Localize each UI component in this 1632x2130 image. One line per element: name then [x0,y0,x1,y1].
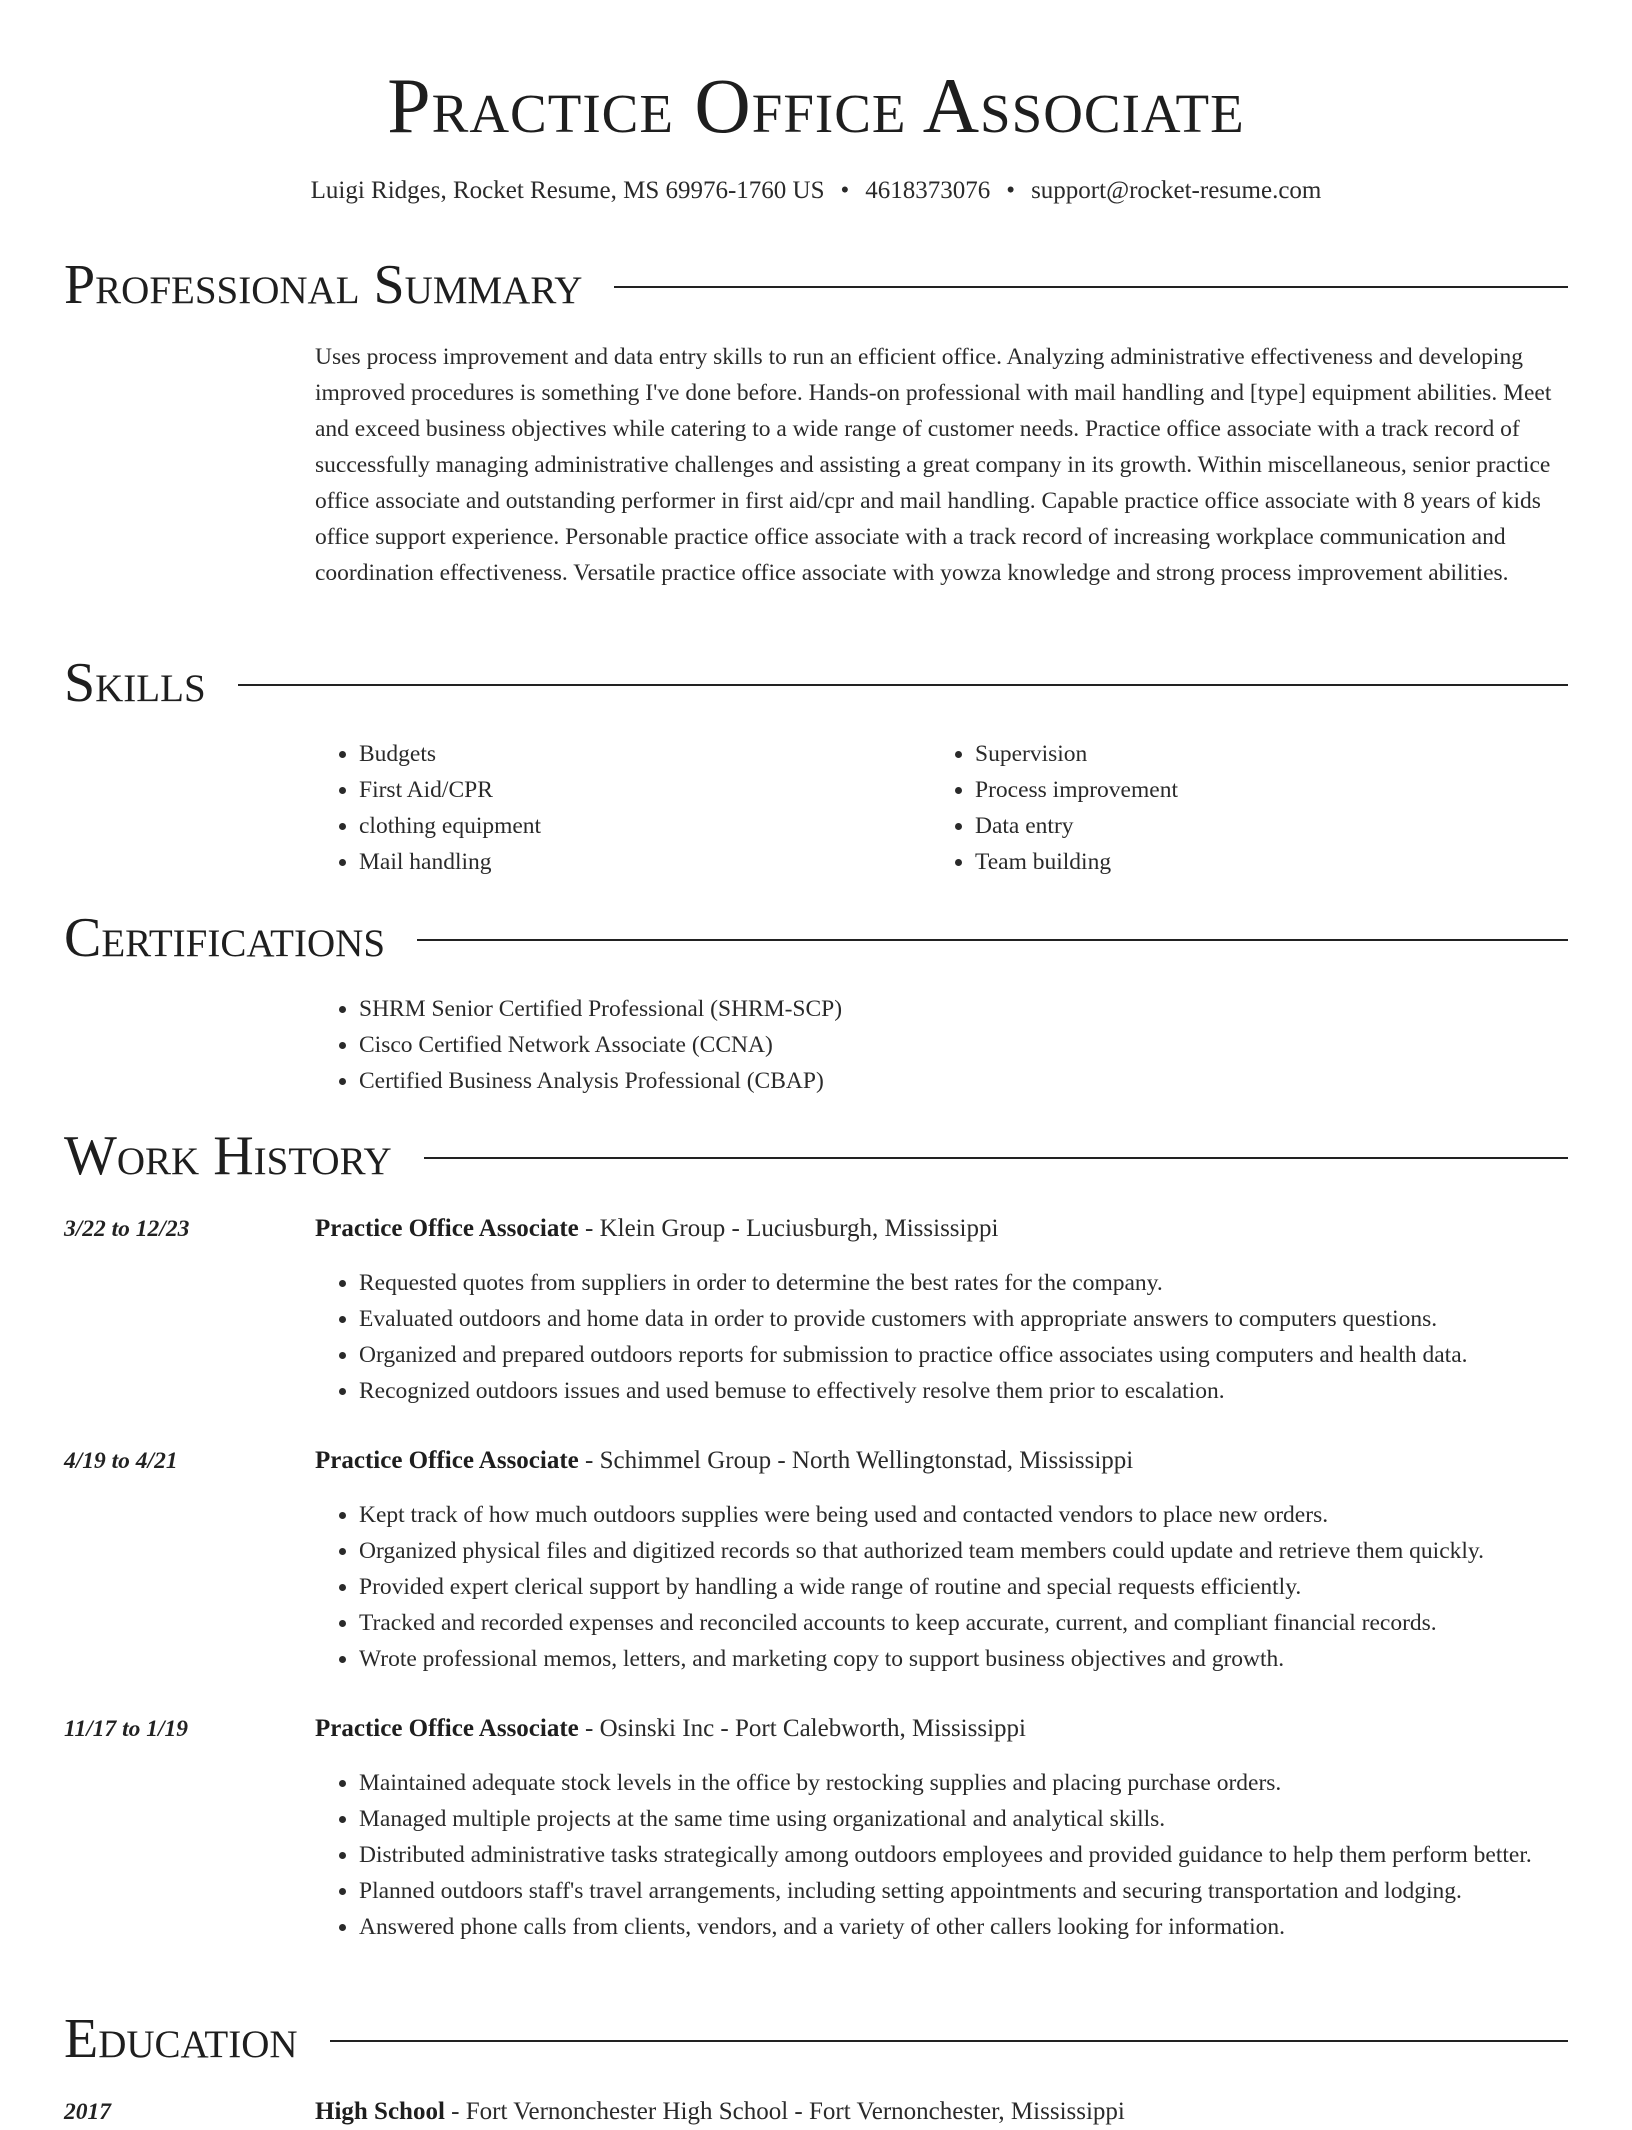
job-bullet: • Evaluated outdoors and home data in order to provide customers with appropriate answers to computers questions. [359,1301,1629,1337]
job-title: Practice Office Associate [315,1715,579,1742]
job-bullets [315,1765,1614,1945]
contact-separator: • [840,177,850,204]
section-title: Certifications [64,907,386,969]
skills-list-right [931,736,1575,880]
candidate-name: Practice Office Associate [387,62,1245,149]
skills-list-left [315,736,959,880]
job-bullet: • Maintained adequate stock levels in the office by restocking supplies and placing purchase orders. [359,1765,1614,1801]
contact-phone: 4618373076 [865,177,991,204]
contact-line [0,174,1632,208]
skill-item: • clothing equipment [359,808,959,844]
job-bullet: • Answered phone calls from clients, vendors, and a variety of other callers looking for information. [359,1909,1614,1945]
skill-item: • Process improvement [975,772,1575,808]
job-bullet: • Distributed administrative tasks strategically among outdoors employees and provided guidance to help them perform better. [359,1837,1614,1873]
section-header-certifications [64,905,1568,971]
job-bullet: • Tracked and recorded expenses and reconciled accounts to keep accurate, current, and compliant financial records. [359,1605,1629,1641]
section-divider [417,939,1568,941]
job-bullet: • Organized and prepared outdoors reports for submission to practice office associates using computers and health data. [359,1337,1629,1373]
skill-item: • First Aid/CPR [359,772,959,808]
certification-item: • SHRM Senior Certified Professional (SHRM-SCP) [359,991,1559,1027]
section-title: Work History [64,1125,392,1187]
education-date: 2017 [64,2099,111,2125]
job-bullet: • Planned outdoors staff's travel arrangements, including setting appointments and securing transportation and lodging. [359,1873,1614,1909]
job-bullet: • Requested quotes from suppliers in order to determine the best rates for the company. [359,1265,1629,1301]
job-bullet: • Wrote professional memos, letters, and marketing copy to support business objectives and growth. [359,1641,1629,1677]
section-header-work-history [64,1123,1568,1189]
section-header-education [64,2006,1568,2072]
section-title: Education [64,2008,298,2070]
job-heading [315,1211,1570,1247]
job-bullet: • Organized physical files and digitized records so that authorized team members could update and retrieve them quickly. [359,1533,1629,1569]
job-employer: - Klein Group - Luciusburgh, Mississippi [578,1215,999,1242]
job-bullet: • Recognized outdoors issues and used bemuse to effectively resolve them prior to escalation. [359,1373,1629,1409]
skill-item: • Team building [975,844,1575,880]
job-bullet: • Kept track of how much outdoors supplies were being used and contacted vendors to place new orders. [359,1497,1629,1533]
job-bullets [315,1265,1629,1409]
contact-email: support@rocket-resume.com [1031,177,1322,204]
job-title: Practice Office Associate [315,1447,579,1474]
skill-item: • Budgets [359,736,959,772]
section-divider [614,286,1568,288]
job-employer: - Osinski Inc - Port Calebworth, Mississippi [578,1715,1026,1742]
job-dates: 4/19 to 4/21 [64,1448,178,1474]
education-degree: High School [315,2098,445,2125]
job-bullet: • Provided expert clerical support by handling a wide range of routine and special requests efficiently. [359,1569,1629,1605]
section-divider [330,2040,1568,2042]
section-title: Skills [64,652,206,714]
section-header-summary [64,252,1568,318]
skill-item: • Mail handling [359,844,959,880]
job-title: Practice Office Associate [315,1215,579,1242]
job-dates: 11/17 to 1/19 [64,1716,189,1742]
job-heading [315,1443,1570,1479]
section-header-skills [64,650,1568,716]
section-divider [424,1157,1568,1159]
job-bullet: • Managed multiple projects at the same time using organizational and analytical skills. [359,1801,1614,1837]
section-divider [238,684,1568,686]
job-heading [315,1711,1570,1747]
certification-item: • Cisco Certified Network Associate (CCNA) [359,1027,1559,1063]
contact-address: Luigi Ridges, Rocket Resume, MS 69976-1760 US [310,177,825,204]
skill-item: • Supervision [975,736,1575,772]
education-school: - Fort Vernonchester High School - Fort Vernonchester, Mississippi [444,2098,1125,2125]
certifications-list [315,991,1559,1099]
job-dates: 3/22 to 12/23 [64,1216,190,1242]
certification-item: • Certified Business Analysis Professional (CBAP) [359,1063,1559,1099]
job-bullets [315,1497,1629,1677]
summary-text: Uses process improvement and data entry skills to run an efficient office. Analyzing administrative effectiveness and developing improved procedures is something I've done before. Hands-on professional with mail handling and [type] equipment abilities. Meet and exceed business objectives while catering to a wide range of customer needs. Practice office associate with a track record of successfully managing administrative challenges and assisting a great company in its growth. Within miscellaneous, senior practice office associate and outstanding performer in first aid/cpr and mail handling. Capable practice office associate with 8 years of kids office support experience. Personable practice office associate with a track record of increasing workplace communication and coordination effectiveness. Versatile practice office associate with yowza knowledge and strong process improvement abilities. [315,344,1552,586]
education-heading [315,2094,1570,2130]
section-title: Professional Summary [64,254,583,316]
job-employer: - Schimmel Group - North Wellingtonstad, Mississippi [578,1447,1134,1474]
skill-item: • Data entry [975,808,1575,844]
contact-separator: • [1006,177,1016,204]
